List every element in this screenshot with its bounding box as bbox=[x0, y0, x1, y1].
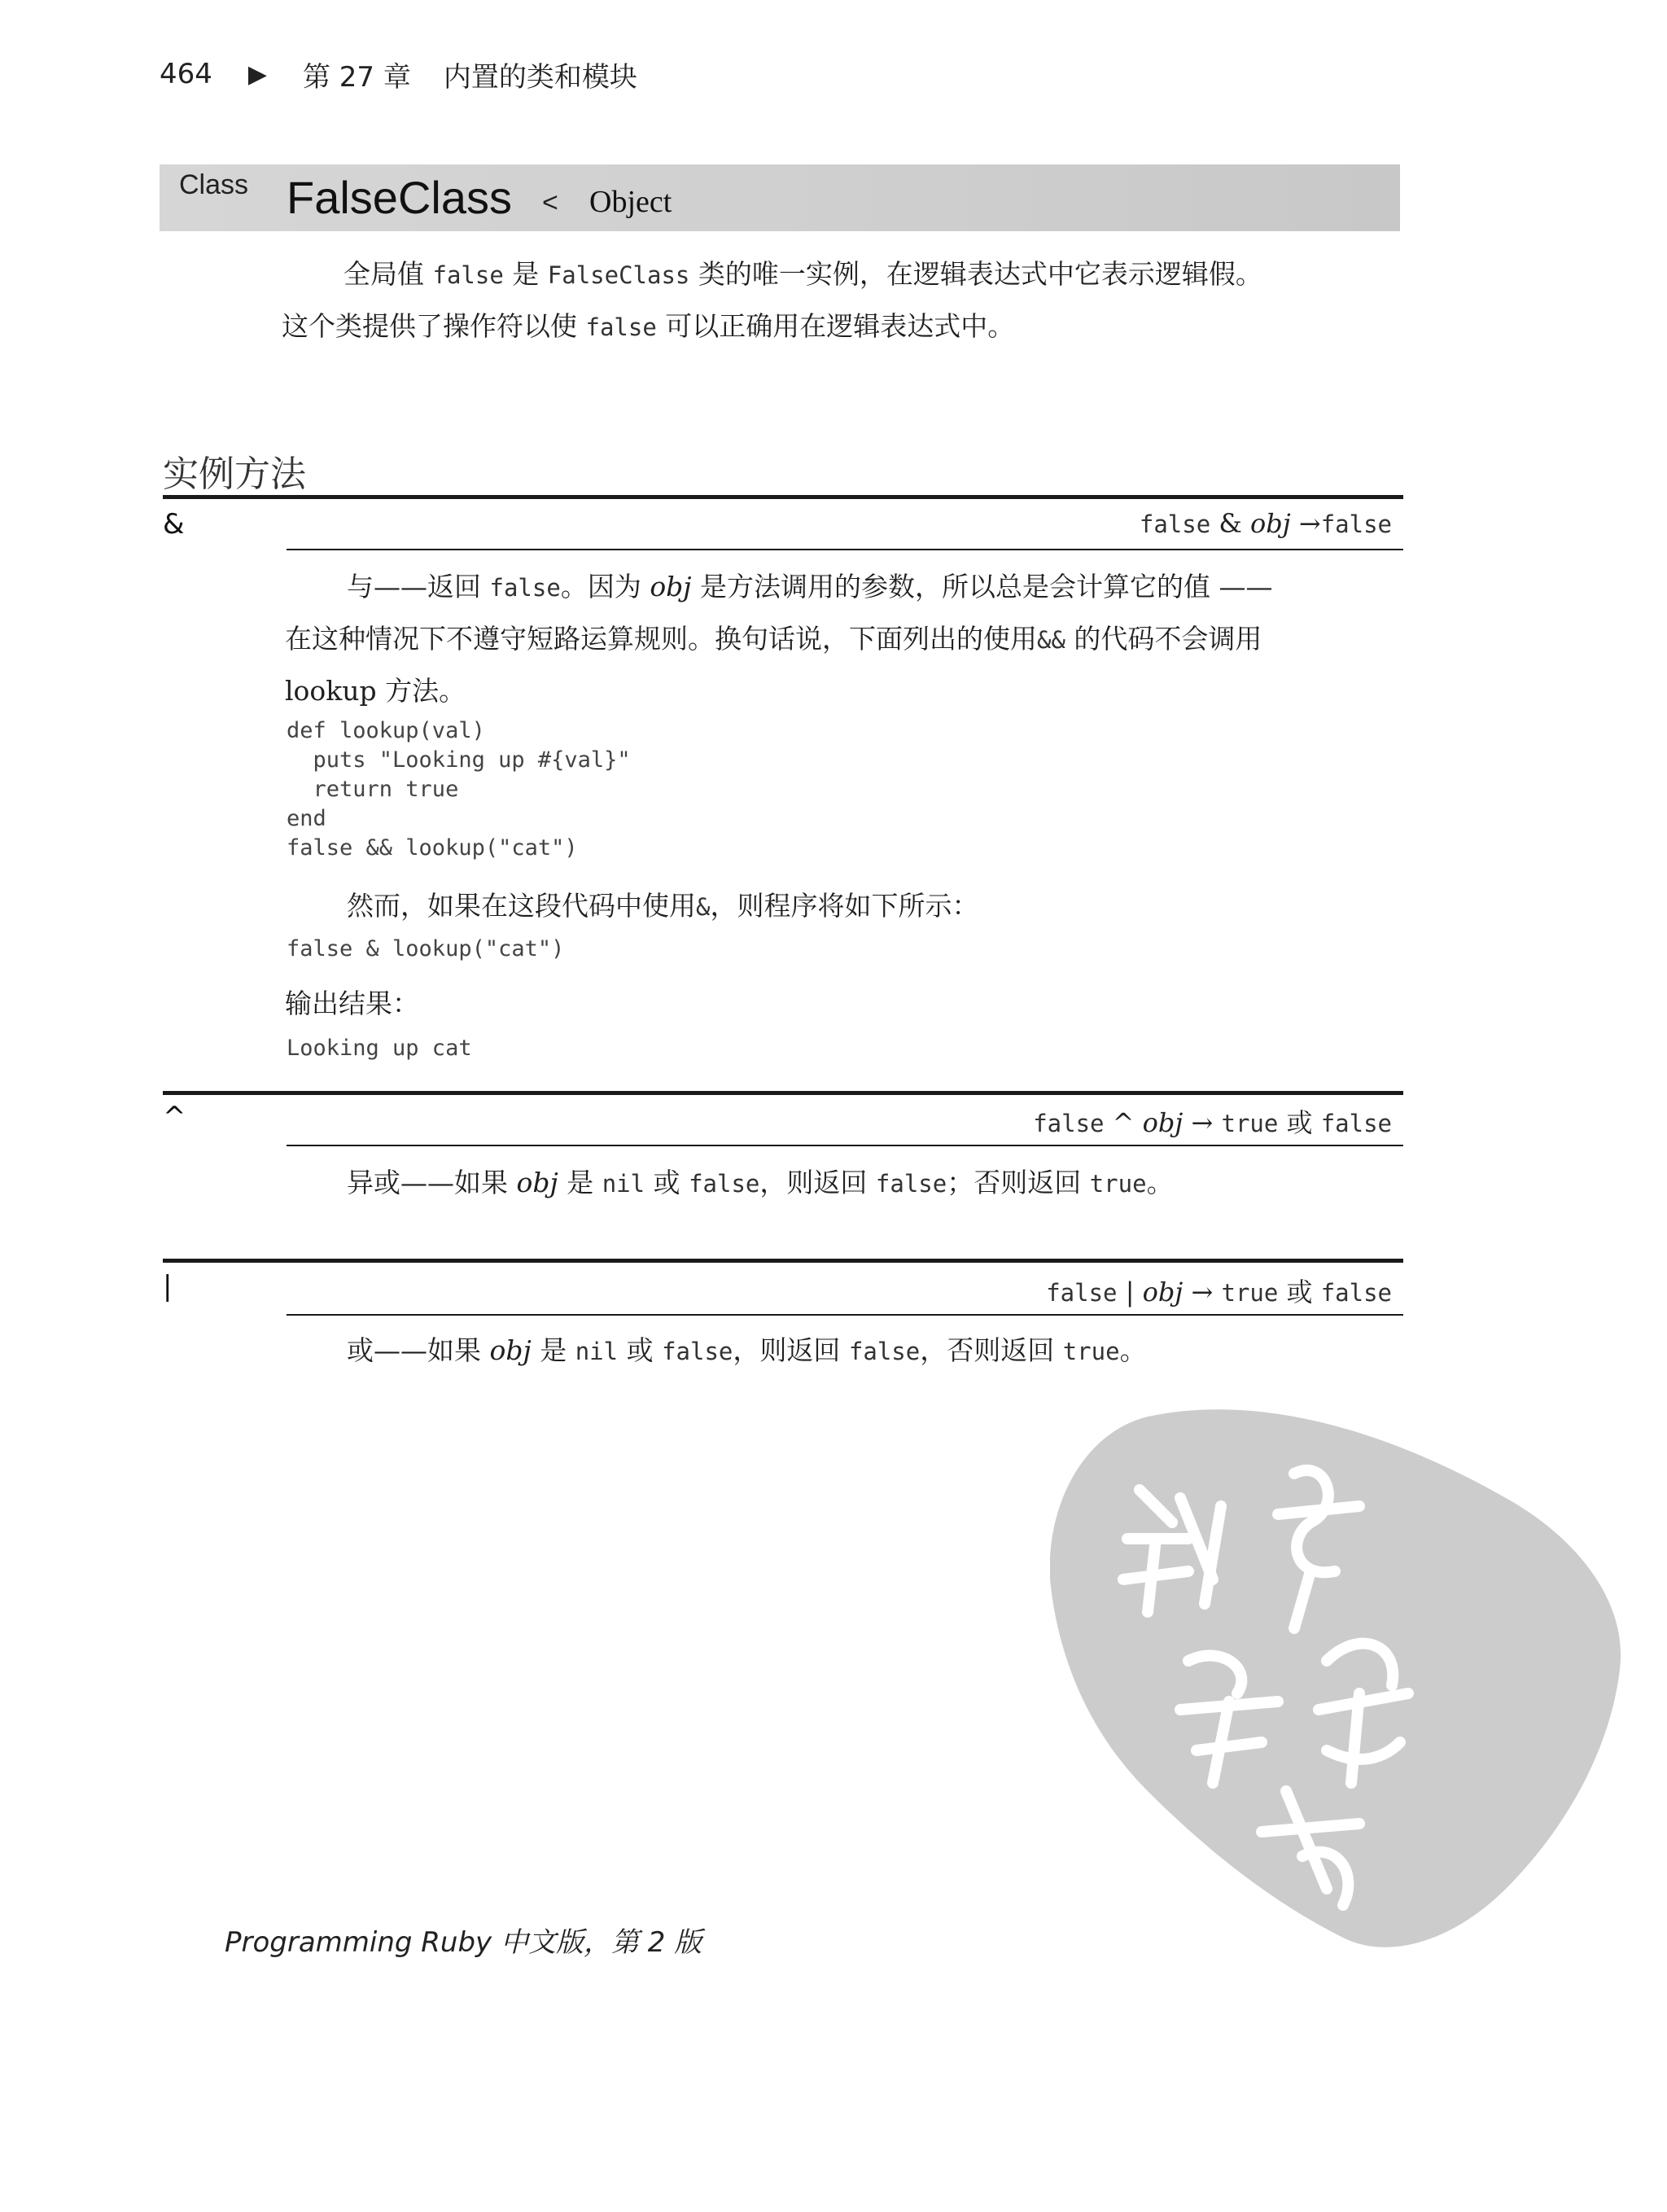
class-banner bbox=[160, 164, 1400, 231]
signature-rule bbox=[287, 1145, 1403, 1146]
method-name-or: | bbox=[163, 1270, 173, 1303]
class-name: FalseClass bbox=[287, 172, 512, 223]
inherits-symbol: < bbox=[542, 187, 558, 218]
code-block-single-and: false & lookup("cat") bbox=[287, 936, 565, 961]
code-block-lookup: def lookup(val) puts "Looking up #{val}" return true end false && lookup("cat") bbox=[287, 718, 631, 861]
xor-desc: 异或——如果 obj 是 nil 或 false，则返回 false；否则返回 true。 bbox=[347, 1167, 1174, 1198]
arrow-icon: ▶ bbox=[247, 59, 267, 89]
class-kind-label: Class bbox=[179, 169, 249, 200]
and-text-2: 然而，如果在这段代码中使用&，则程序将如下所示： bbox=[347, 890, 979, 922]
signature-rule bbox=[287, 1314, 1403, 1316]
and-desc-line-2: 在这种情况下不遵守短路运算规则。换句话说，下面列出的使用&& 的代码不会调用 bbox=[285, 623, 1262, 655]
method-signature-or: false | obj → true 或 false bbox=[1046, 1277, 1392, 1307]
running-header bbox=[160, 54, 637, 94]
method-name-xor: ^ bbox=[163, 1101, 186, 1133]
section-rule bbox=[163, 495, 1403, 499]
or-desc: 或——如果 obj 是 nil 或 false，则返回 false，否则返回 true。 bbox=[347, 1334, 1147, 1366]
intro-line-1: 全局值 false 是 FalseClass 类的唯一实例，在逻辑表达式中它表示逻辑假。 bbox=[343, 258, 1262, 290]
method-rule-or bbox=[163, 1259, 1403, 1263]
chapter-title: 内置的类和模块 bbox=[443, 60, 637, 94]
seal-stamp-watermark bbox=[1050, 1400, 1636, 1954]
output-block: Looking up cat bbox=[287, 1036, 472, 1061]
footer-book-title: Programming Ruby 中文版，第 2 版 bbox=[225, 1926, 702, 1959]
intro-line-2: 这个类提供了操作符以使 false 可以正确用在逻辑表达式中。 bbox=[282, 310, 1015, 342]
method-rule-xor bbox=[163, 1091, 1403, 1095]
section-heading: 实例方法 bbox=[163, 453, 306, 495]
method-signature-and: false & obj →false bbox=[1139, 508, 1392, 539]
signature-rule bbox=[287, 549, 1403, 550]
chapter-number: 第 27 章 bbox=[302, 60, 411, 94]
parent-class: Object bbox=[589, 185, 672, 219]
and-desc-line-3: lookup 方法。 bbox=[285, 675, 466, 707]
method-name-and: & bbox=[163, 508, 185, 541]
page-number: 464 bbox=[160, 58, 212, 90]
method-signature-xor: false ^ obj → true 或 false bbox=[1033, 1107, 1392, 1138]
and-desc-line-1: 与——返回 false。因为 obj 是方法调用的参数，所以总是会计算它的值 —— bbox=[347, 571, 1273, 602]
output-label: 输出结果： bbox=[285, 988, 419, 1019]
